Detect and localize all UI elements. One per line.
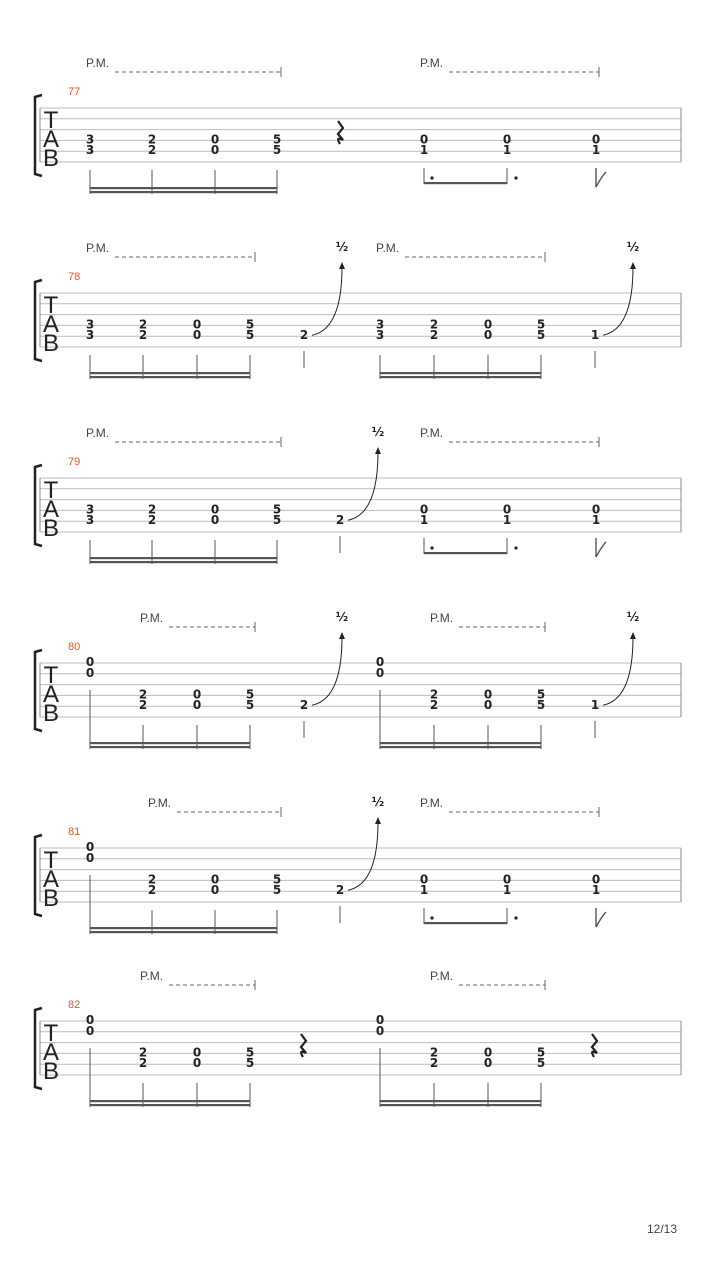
fret-number: 1	[591, 513, 601, 528]
bend-arrow	[375, 447, 381, 454]
fret-number: 2	[429, 698, 439, 713]
fret-number: 0	[591, 502, 601, 517]
tab-clef-letter: B	[42, 515, 60, 542]
fret-number: 5	[245, 1056, 255, 1071]
fret-number: 5	[536, 317, 546, 332]
fret-number: 0	[419, 502, 429, 517]
beam	[90, 561, 277, 563]
fret-number: 0	[85, 840, 95, 854]
fret-number: 2	[138, 1045, 148, 1060]
fret-number: 0	[502, 502, 512, 517]
fret-number: 0	[210, 883, 220, 898]
fret-number: 0	[210, 513, 220, 528]
beam	[90, 372, 250, 374]
system-bracket	[35, 1008, 42, 1089]
dot	[514, 546, 517, 549]
fret-number: 2	[138, 1056, 148, 1071]
bend-arrow	[630, 632, 636, 639]
bend-amount: ½	[626, 240, 640, 254]
beam	[90, 187, 277, 189]
fret-number: 1	[502, 143, 512, 158]
beam	[424, 922, 507, 924]
fret-number: 1	[419, 883, 429, 898]
palm-mute-label: P.M.	[430, 611, 454, 625]
tab-clef-letter: T	[43, 107, 59, 134]
measure-number: 78	[68, 271, 81, 283]
fret-number: 0	[192, 317, 202, 332]
bend-arrow	[339, 632, 345, 639]
dot	[514, 176, 517, 179]
measure-number: 81	[68, 826, 81, 838]
fret-number: 2	[335, 883, 345, 898]
fret-number: 0	[483, 1045, 493, 1060]
palm-mute-label: P.M.	[430, 969, 454, 983]
fret-number: 0	[85, 665, 95, 680]
beam	[90, 746, 250, 748]
fret-number: 0	[483, 317, 493, 332]
tab-clef-letter: A	[42, 866, 60, 893]
fret-number: 0	[192, 1056, 202, 1071]
bend-amount: ½	[335, 610, 349, 624]
palm-mute-label: P.M.	[420, 56, 444, 70]
fret-number: 5	[245, 328, 255, 343]
system-bracket	[35, 835, 42, 916]
dot	[514, 916, 517, 919]
beam	[380, 372, 541, 374]
fret-number: 2	[138, 698, 148, 713]
fret-number: 3	[85, 143, 95, 158]
fret-number: 0	[210, 502, 220, 517]
tab-clef-letter: A	[42, 1039, 60, 1066]
system-bracket	[35, 280, 42, 361]
fret-number: 1	[502, 513, 512, 528]
fret-number: 0	[419, 132, 429, 147]
fret-number: 0	[192, 698, 202, 713]
fret-number: 3	[85, 132, 95, 147]
fret-number: 2	[147, 502, 157, 517]
tab-system-77	[35, 56, 681, 194]
flag-stem	[596, 908, 606, 927]
measure-number: 82	[68, 999, 81, 1011]
fret-number: 2	[429, 317, 439, 332]
fret-number: 0	[375, 1023, 385, 1038]
tab-clef-letter: B	[42, 330, 60, 357]
beam	[90, 1104, 250, 1106]
fret-number: 5	[272, 872, 282, 887]
fret-number: 5	[536, 1056, 546, 1071]
tab-clef-letter: T	[43, 662, 59, 689]
palm-mute-label: P.M.	[86, 56, 110, 70]
fret-number: 0	[375, 1013, 385, 1027]
fret-number: 2	[429, 328, 439, 343]
system-bracket	[35, 465, 42, 546]
fret-number: 0	[502, 132, 512, 147]
bend-arrow	[339, 262, 345, 269]
fret-number: 0	[591, 872, 601, 887]
tab-clef-letter: T	[43, 292, 59, 319]
fret-number: 1	[590, 698, 600, 713]
fret-number: 1	[502, 883, 512, 898]
tab-clef-letter: A	[42, 126, 60, 153]
beam	[90, 1100, 250, 1102]
fret-number: 2	[429, 1056, 439, 1071]
tab-system-78	[35, 240, 681, 379]
dot	[430, 176, 433, 179]
fret-number: 5	[272, 883, 282, 898]
dot	[430, 546, 433, 549]
fret-number: 0	[192, 1045, 202, 1060]
tab-clef-letter: B	[42, 885, 60, 912]
fret-number: 2	[138, 687, 148, 702]
fret-number: 5	[536, 687, 546, 702]
beam	[380, 1104, 541, 1106]
beam	[90, 742, 250, 744]
fret-number: 2	[147, 883, 157, 898]
fret-number: 2	[335, 513, 345, 528]
system-bracket	[35, 650, 42, 731]
palm-mute-label: P.M.	[376, 241, 400, 255]
bend-amount: ½	[371, 795, 385, 809]
beam	[424, 182, 507, 184]
fret-number: 3	[85, 328, 95, 343]
measure-number: 77	[68, 86, 81, 98]
fret-number: 2	[299, 328, 309, 343]
fret-number: 0	[502, 872, 512, 887]
fret-number: 1	[590, 328, 600, 343]
fret-number: 0	[483, 698, 493, 713]
fret-number: 0	[85, 1013, 95, 1027]
fret-number: 2	[147, 132, 157, 147]
palm-mute-label: P.M.	[420, 796, 444, 810]
tab-clef-letter: B	[42, 145, 60, 172]
tab-clef-letter: A	[42, 681, 60, 708]
beam	[90, 191, 277, 193]
fret-number: 2	[299, 698, 309, 713]
bend-arrow	[630, 262, 636, 269]
measure-number: 79	[68, 456, 81, 468]
fret-number: 5	[245, 317, 255, 332]
tab-clef-letter: B	[42, 1058, 60, 1085]
tab-clef-letter: T	[43, 1020, 59, 1047]
tab-clef-letter: B	[42, 700, 60, 727]
fret-number: 0	[210, 132, 220, 147]
tab-system-82	[35, 969, 681, 1107]
fret-number: 3	[85, 317, 95, 332]
system-bracket	[35, 95, 42, 176]
fret-number: 2	[138, 328, 148, 343]
beam	[380, 376, 541, 378]
fret-number: 0	[192, 328, 202, 343]
bend-arrow	[375, 817, 381, 824]
palm-mute-label: P.M.	[140, 611, 164, 625]
fret-number: 0	[85, 655, 95, 669]
beam	[90, 927, 277, 929]
fret-number: 0	[483, 687, 493, 702]
tab-system-81	[35, 795, 681, 934]
beam	[90, 931, 277, 933]
fret-number: 5	[272, 502, 282, 517]
fret-number: 5	[272, 143, 282, 158]
fret-number: 2	[147, 872, 157, 887]
fret-number: 2	[429, 687, 439, 702]
palm-mute-label: P.M.	[148, 796, 172, 810]
beam	[90, 557, 277, 559]
fret-number: 3	[375, 317, 385, 332]
tab-clef-letter: T	[43, 477, 59, 504]
fret-number: 1	[591, 883, 601, 898]
bend-amount: ½	[371, 425, 385, 439]
palm-mute-label: P.M.	[86, 426, 110, 440]
fret-number: 1	[591, 143, 601, 158]
fret-number: 0	[419, 872, 429, 887]
fret-number: 1	[419, 143, 429, 158]
fret-number: 0	[85, 1023, 95, 1038]
fret-number: 0	[375, 655, 385, 669]
tab-clef-letter: T	[43, 847, 59, 874]
palm-mute-label: P.M.	[420, 426, 444, 440]
tab-system-80	[35, 610, 681, 749]
page-number: 12/13	[646, 1222, 677, 1236]
flag-stem	[596, 538, 606, 557]
beam	[380, 742, 541, 744]
fret-number: 0	[483, 328, 493, 343]
fret-number: 1	[419, 513, 429, 528]
beam	[380, 746, 541, 748]
palm-mute-label: P.M.	[86, 241, 110, 255]
fret-number: 5	[272, 132, 282, 147]
bend-amount: ½	[626, 610, 640, 624]
fret-number: 5	[245, 698, 255, 713]
fret-number: 5	[245, 1045, 255, 1060]
fret-number: 0	[591, 132, 601, 147]
tab-clef-letter: A	[42, 496, 60, 523]
fret-number: 3	[85, 513, 95, 528]
fret-number: 5	[245, 687, 255, 702]
fret-number: 2	[147, 143, 157, 158]
fret-number: 3	[375, 328, 385, 343]
bend-amount: ½	[335, 240, 349, 254]
fret-number: 5	[272, 513, 282, 528]
fret-number: 0	[85, 850, 95, 865]
fret-number: 2	[138, 317, 148, 332]
fret-number: 0	[192, 687, 202, 702]
fret-number: 5	[536, 698, 546, 713]
beam	[424, 552, 507, 554]
flag-stem	[596, 168, 606, 187]
fret-number: 0	[375, 665, 385, 680]
fret-number: 0	[210, 143, 220, 158]
fret-number: 2	[429, 1045, 439, 1060]
fret-number: 5	[536, 1045, 546, 1060]
tab-system-79	[35, 425, 681, 564]
palm-mute-label: P.M.	[140, 969, 164, 983]
measure-number: 80	[68, 641, 81, 653]
beam	[90, 376, 250, 378]
fret-number: 5	[536, 328, 546, 343]
fret-number: 0	[210, 872, 220, 887]
fret-number: 0	[483, 1056, 493, 1071]
fret-number: 3	[85, 502, 95, 517]
beam	[380, 1100, 541, 1102]
tab-clef-letter: A	[42, 311, 60, 338]
fret-number: 2	[147, 513, 157, 528]
dot	[430, 916, 433, 919]
